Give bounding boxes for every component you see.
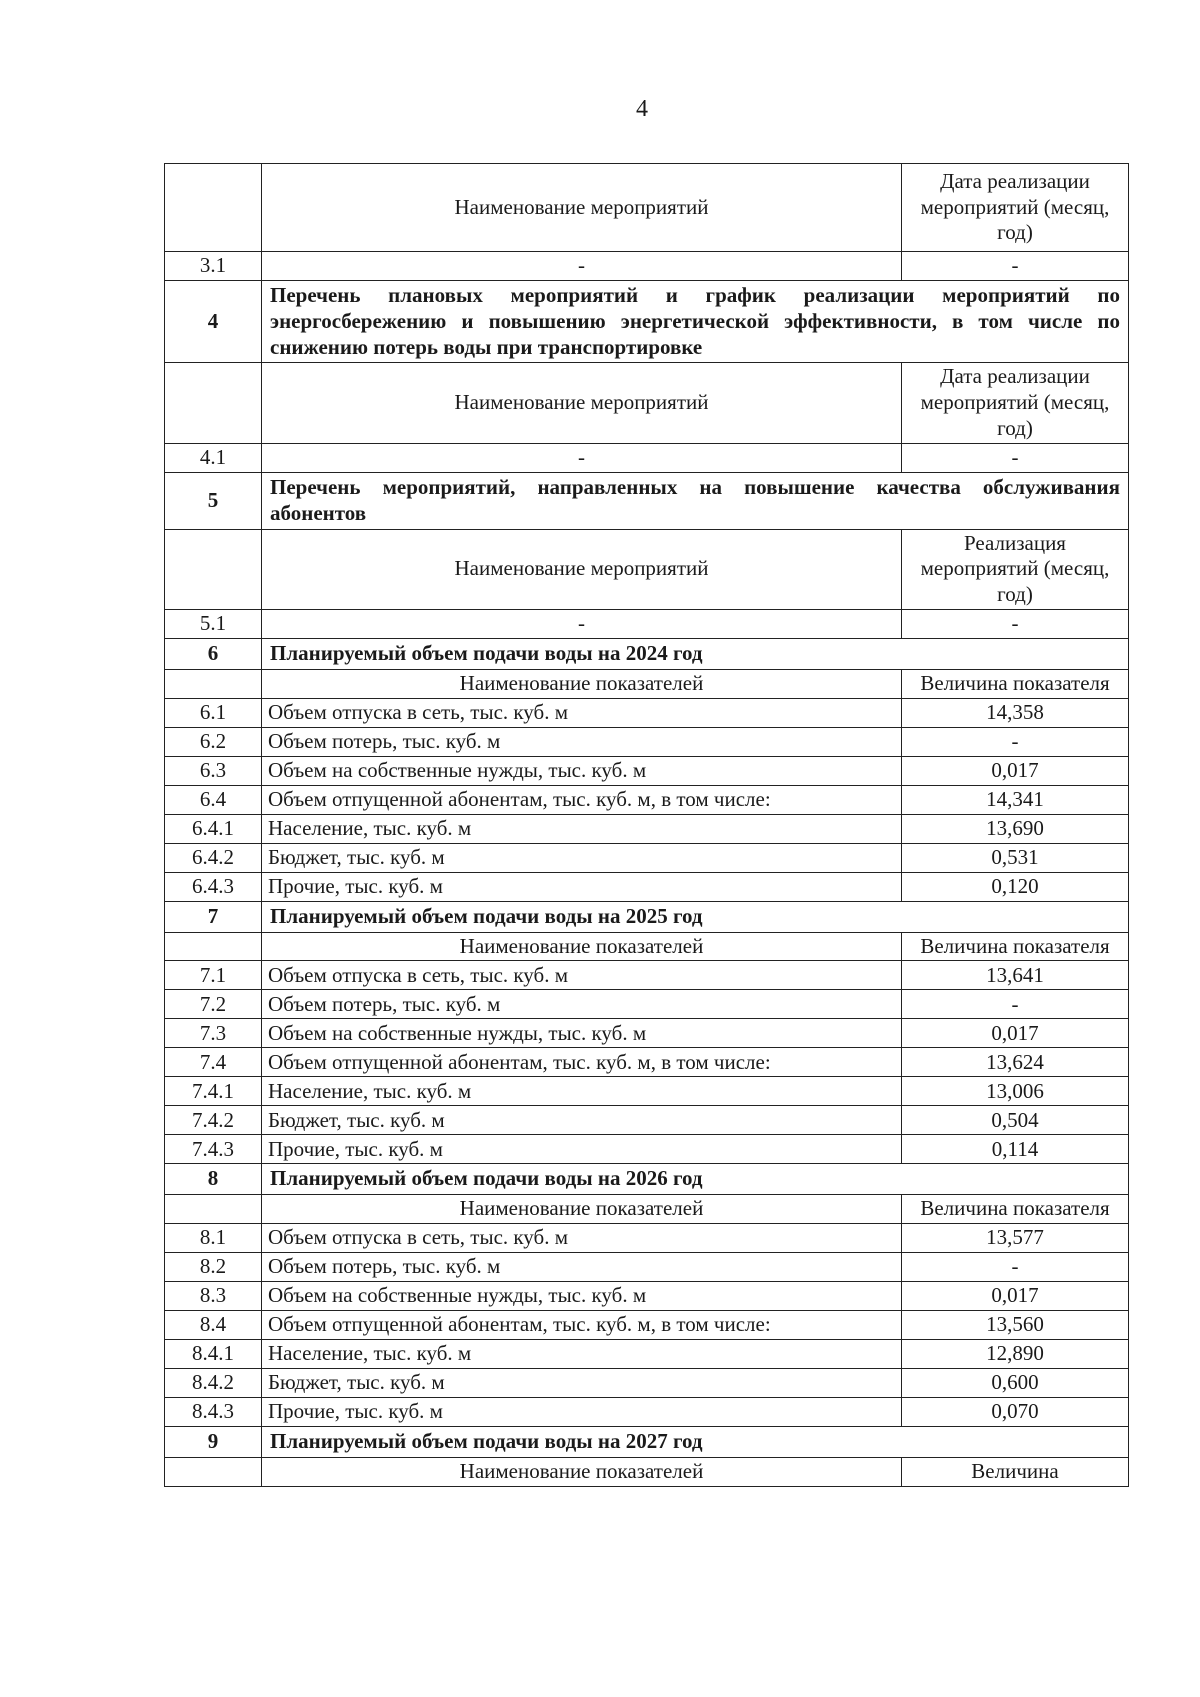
section-title: Планируемый объем подачи воды на 2025 год bbox=[262, 901, 1129, 932]
row-name: Население, тыс. куб. м bbox=[262, 1077, 902, 1106]
subheader-number-cell bbox=[165, 529, 262, 609]
section-title: Перечень мероприятий, направленных на повышение качества обслуживания абонентов bbox=[262, 472, 1129, 529]
subheader-number-cell bbox=[165, 1195, 262, 1224]
subheader-name-cell: Наименование показателей bbox=[262, 669, 902, 698]
row-value: - bbox=[902, 1253, 1129, 1282]
subheader-number-cell bbox=[165, 932, 262, 961]
row-value: - bbox=[902, 252, 1129, 281]
row-number: 8.1 bbox=[165, 1224, 262, 1253]
table-row bbox=[165, 872, 1129, 901]
row-value: - bbox=[902, 610, 1129, 639]
subheader-row bbox=[165, 1457, 1129, 1486]
table-row bbox=[165, 727, 1129, 756]
table-row bbox=[165, 961, 1129, 990]
row-number: 8.4.2 bbox=[165, 1369, 262, 1398]
row-value: 0,114 bbox=[902, 1135, 1129, 1164]
table-row bbox=[165, 610, 1129, 639]
row-number: 5.1 bbox=[165, 610, 262, 639]
subheader-number-cell bbox=[165, 1457, 262, 1486]
row-name: Бюджет, тыс. куб. м bbox=[262, 1106, 902, 1135]
table-row bbox=[165, 1019, 1129, 1048]
row-number: 7.4.3 bbox=[165, 1135, 262, 1164]
row-number: 7.2 bbox=[165, 990, 262, 1019]
subheader-name-cell: Наименование показателей bbox=[262, 1457, 902, 1486]
subheader-value-cell: Дата реализации мероприятий (месяц, год) bbox=[902, 363, 1129, 443]
subheader-value-cell: Величина bbox=[902, 1457, 1129, 1486]
subheader-number-cell bbox=[165, 669, 262, 698]
row-number: 7.4 bbox=[165, 1048, 262, 1077]
row-value: 13,641 bbox=[902, 961, 1129, 990]
document-table bbox=[164, 163, 1129, 1487]
row-number: 8.4.3 bbox=[165, 1398, 262, 1427]
row-number: 8.2 bbox=[165, 1253, 262, 1282]
table-row bbox=[165, 814, 1129, 843]
row-name: Объем на собственные нужды, тыс. куб. м bbox=[262, 756, 902, 785]
row-value: 0,017 bbox=[902, 756, 1129, 785]
row-value: 13,690 bbox=[902, 814, 1129, 843]
row-name: Объем потерь, тыс. куб. м bbox=[262, 727, 902, 756]
row-number: 6.1 bbox=[165, 698, 262, 727]
row-value: 14,341 bbox=[902, 785, 1129, 814]
table-row bbox=[165, 252, 1129, 281]
row-name: Бюджет, тыс. куб. м bbox=[262, 1369, 902, 1398]
table-row bbox=[165, 1253, 1129, 1282]
table-header-row bbox=[165, 164, 1129, 252]
row-number: 6.3 bbox=[165, 756, 262, 785]
row-name: Население, тыс. куб. м bbox=[262, 1340, 902, 1369]
table-row bbox=[165, 1340, 1129, 1369]
table-row bbox=[165, 756, 1129, 785]
section-number: 8 bbox=[165, 1164, 262, 1195]
row-name: Объем отпуска в сеть, тыс. куб. м bbox=[262, 698, 902, 727]
row-name: Население, тыс. куб. м bbox=[262, 814, 902, 843]
row-number: 6.4.1 bbox=[165, 814, 262, 843]
row-number: 6.4.3 bbox=[165, 872, 262, 901]
page-number: 4 bbox=[636, 96, 648, 122]
row-value: 0,600 bbox=[902, 1369, 1129, 1398]
subheader-row bbox=[165, 363, 1129, 443]
row-value: 13,577 bbox=[902, 1224, 1129, 1253]
subheader-name-cell: Наименование мероприятий bbox=[262, 529, 902, 609]
table-row bbox=[165, 1369, 1129, 1398]
row-name: Прочие, тыс. куб. м bbox=[262, 1398, 902, 1427]
section-number: 5 bbox=[165, 472, 262, 529]
section-row bbox=[165, 639, 1129, 670]
row-number: 6.2 bbox=[165, 727, 262, 756]
row-number: 7.1 bbox=[165, 961, 262, 990]
row-value: 13,624 bbox=[902, 1048, 1129, 1077]
row-value: 0,070 bbox=[902, 1398, 1129, 1427]
table-row bbox=[165, 1077, 1129, 1106]
row-value: - bbox=[902, 990, 1129, 1019]
header-number-cell bbox=[165, 164, 262, 252]
row-value: 13,006 bbox=[902, 1077, 1129, 1106]
row-value: - bbox=[902, 727, 1129, 756]
section-number: 4 bbox=[165, 281, 262, 363]
table-row bbox=[165, 1224, 1129, 1253]
section-title: Планируемый объем подачи воды на 2026 год bbox=[262, 1164, 1129, 1195]
section-title: Планируемый объем подачи воды на 2027 год bbox=[262, 1427, 1129, 1458]
section-title: Перечень плановых мероприятий и график реализации мероприятий по энергосбережению и повышению энергетической эффективности, в том числе по снижению потерь воды при транспортировке bbox=[262, 281, 1129, 363]
subheader-name-cell: Наименование мероприятий bbox=[262, 363, 902, 443]
row-name: Объем отпуска в сеть, тыс. куб. м bbox=[262, 961, 902, 990]
subheader-row bbox=[165, 932, 1129, 961]
table-row bbox=[165, 1282, 1129, 1311]
row-name: Объем отпущенной абонентам, тыс. куб. м, в том числе: bbox=[262, 785, 902, 814]
row-value: 0,531 bbox=[902, 843, 1129, 872]
row-value: 0,017 bbox=[902, 1282, 1129, 1311]
row-number: 8.4.1 bbox=[165, 1340, 262, 1369]
table-row bbox=[165, 785, 1129, 814]
table-row bbox=[165, 1135, 1129, 1164]
subheader-row bbox=[165, 669, 1129, 698]
section-number: 7 bbox=[165, 901, 262, 932]
subheader-row bbox=[165, 1195, 1129, 1224]
row-number: 7.4.2 bbox=[165, 1106, 262, 1135]
row-name: Бюджет, тыс. куб. м bbox=[262, 843, 902, 872]
row-value: 0,120 bbox=[902, 872, 1129, 901]
row-name: - bbox=[262, 252, 902, 281]
row-number: 6.4.2 bbox=[165, 843, 262, 872]
document-table-body bbox=[165, 164, 1129, 1487]
row-name: Объем отпущенной абонентам, тыс. куб. м, в том числе: bbox=[262, 1048, 902, 1077]
row-name: - bbox=[262, 610, 902, 639]
section-row bbox=[165, 901, 1129, 932]
row-number: 8.4 bbox=[165, 1311, 262, 1340]
row-number: 7.3 bbox=[165, 1019, 262, 1048]
row-name: Объем потерь, тыс. куб. м bbox=[262, 990, 902, 1019]
row-name: Объем отпуска в сеть, тыс. куб. м bbox=[262, 1224, 902, 1253]
subheader-row bbox=[165, 529, 1129, 609]
table-row bbox=[165, 1106, 1129, 1135]
table-row bbox=[165, 443, 1129, 472]
row-value: 14,358 bbox=[902, 698, 1129, 727]
row-name: Объем отпущенной абонентам, тыс. куб. м, в том числе: bbox=[262, 1311, 902, 1340]
table-row bbox=[165, 1048, 1129, 1077]
section-row bbox=[165, 1427, 1129, 1458]
row-number: 4.1 bbox=[165, 443, 262, 472]
row-number: 6.4 bbox=[165, 785, 262, 814]
section-row bbox=[165, 472, 1129, 529]
section-title: Планируемый объем подачи воды на 2024 год bbox=[262, 639, 1129, 670]
row-number: 7.4.1 bbox=[165, 1077, 262, 1106]
table-row bbox=[165, 698, 1129, 727]
row-value: 0,017 bbox=[902, 1019, 1129, 1048]
row-name: Объем потерь, тыс. куб. м bbox=[262, 1253, 902, 1282]
table-row bbox=[165, 1311, 1129, 1340]
table-row bbox=[165, 1398, 1129, 1427]
section-number: 9 bbox=[165, 1427, 262, 1458]
subheader-value-cell: Величина показателя bbox=[902, 932, 1129, 961]
subheader-value-cell: Величина показателя bbox=[902, 1195, 1129, 1224]
row-value: 12,890 bbox=[902, 1340, 1129, 1369]
table-row bbox=[165, 843, 1129, 872]
section-number: 6 bbox=[165, 639, 262, 670]
subheader-value-cell: Величина показателя bbox=[902, 669, 1129, 698]
row-name: Прочие, тыс. куб. м bbox=[262, 1135, 902, 1164]
row-value: 13,560 bbox=[902, 1311, 1129, 1340]
header-name-cell: Наименование мероприятий bbox=[262, 164, 902, 252]
row-number: 8.3 bbox=[165, 1282, 262, 1311]
table-row bbox=[165, 990, 1129, 1019]
row-value: - bbox=[902, 443, 1129, 472]
subheader-name-cell: Наименование показателей bbox=[262, 1195, 902, 1224]
row-name: Прочие, тыс. куб. м bbox=[262, 872, 902, 901]
header-value-cell: Дата реализации мероприятий (месяц, год) bbox=[902, 164, 1129, 252]
subheader-name-cell: Наименование показателей bbox=[262, 932, 902, 961]
section-row bbox=[165, 1164, 1129, 1195]
row-number: 3.1 bbox=[165, 252, 262, 281]
row-name: Объем на собственные нужды, тыс. куб. м bbox=[262, 1019, 902, 1048]
row-value: 0,504 bbox=[902, 1106, 1129, 1135]
subheader-number-cell bbox=[165, 363, 262, 443]
section-row bbox=[165, 281, 1129, 363]
row-name: Объем на собственные нужды, тыс. куб. м bbox=[262, 1282, 902, 1311]
subheader-value-cell: Реализация мероприятий (месяц, год) bbox=[902, 529, 1129, 609]
row-name: - bbox=[262, 443, 902, 472]
